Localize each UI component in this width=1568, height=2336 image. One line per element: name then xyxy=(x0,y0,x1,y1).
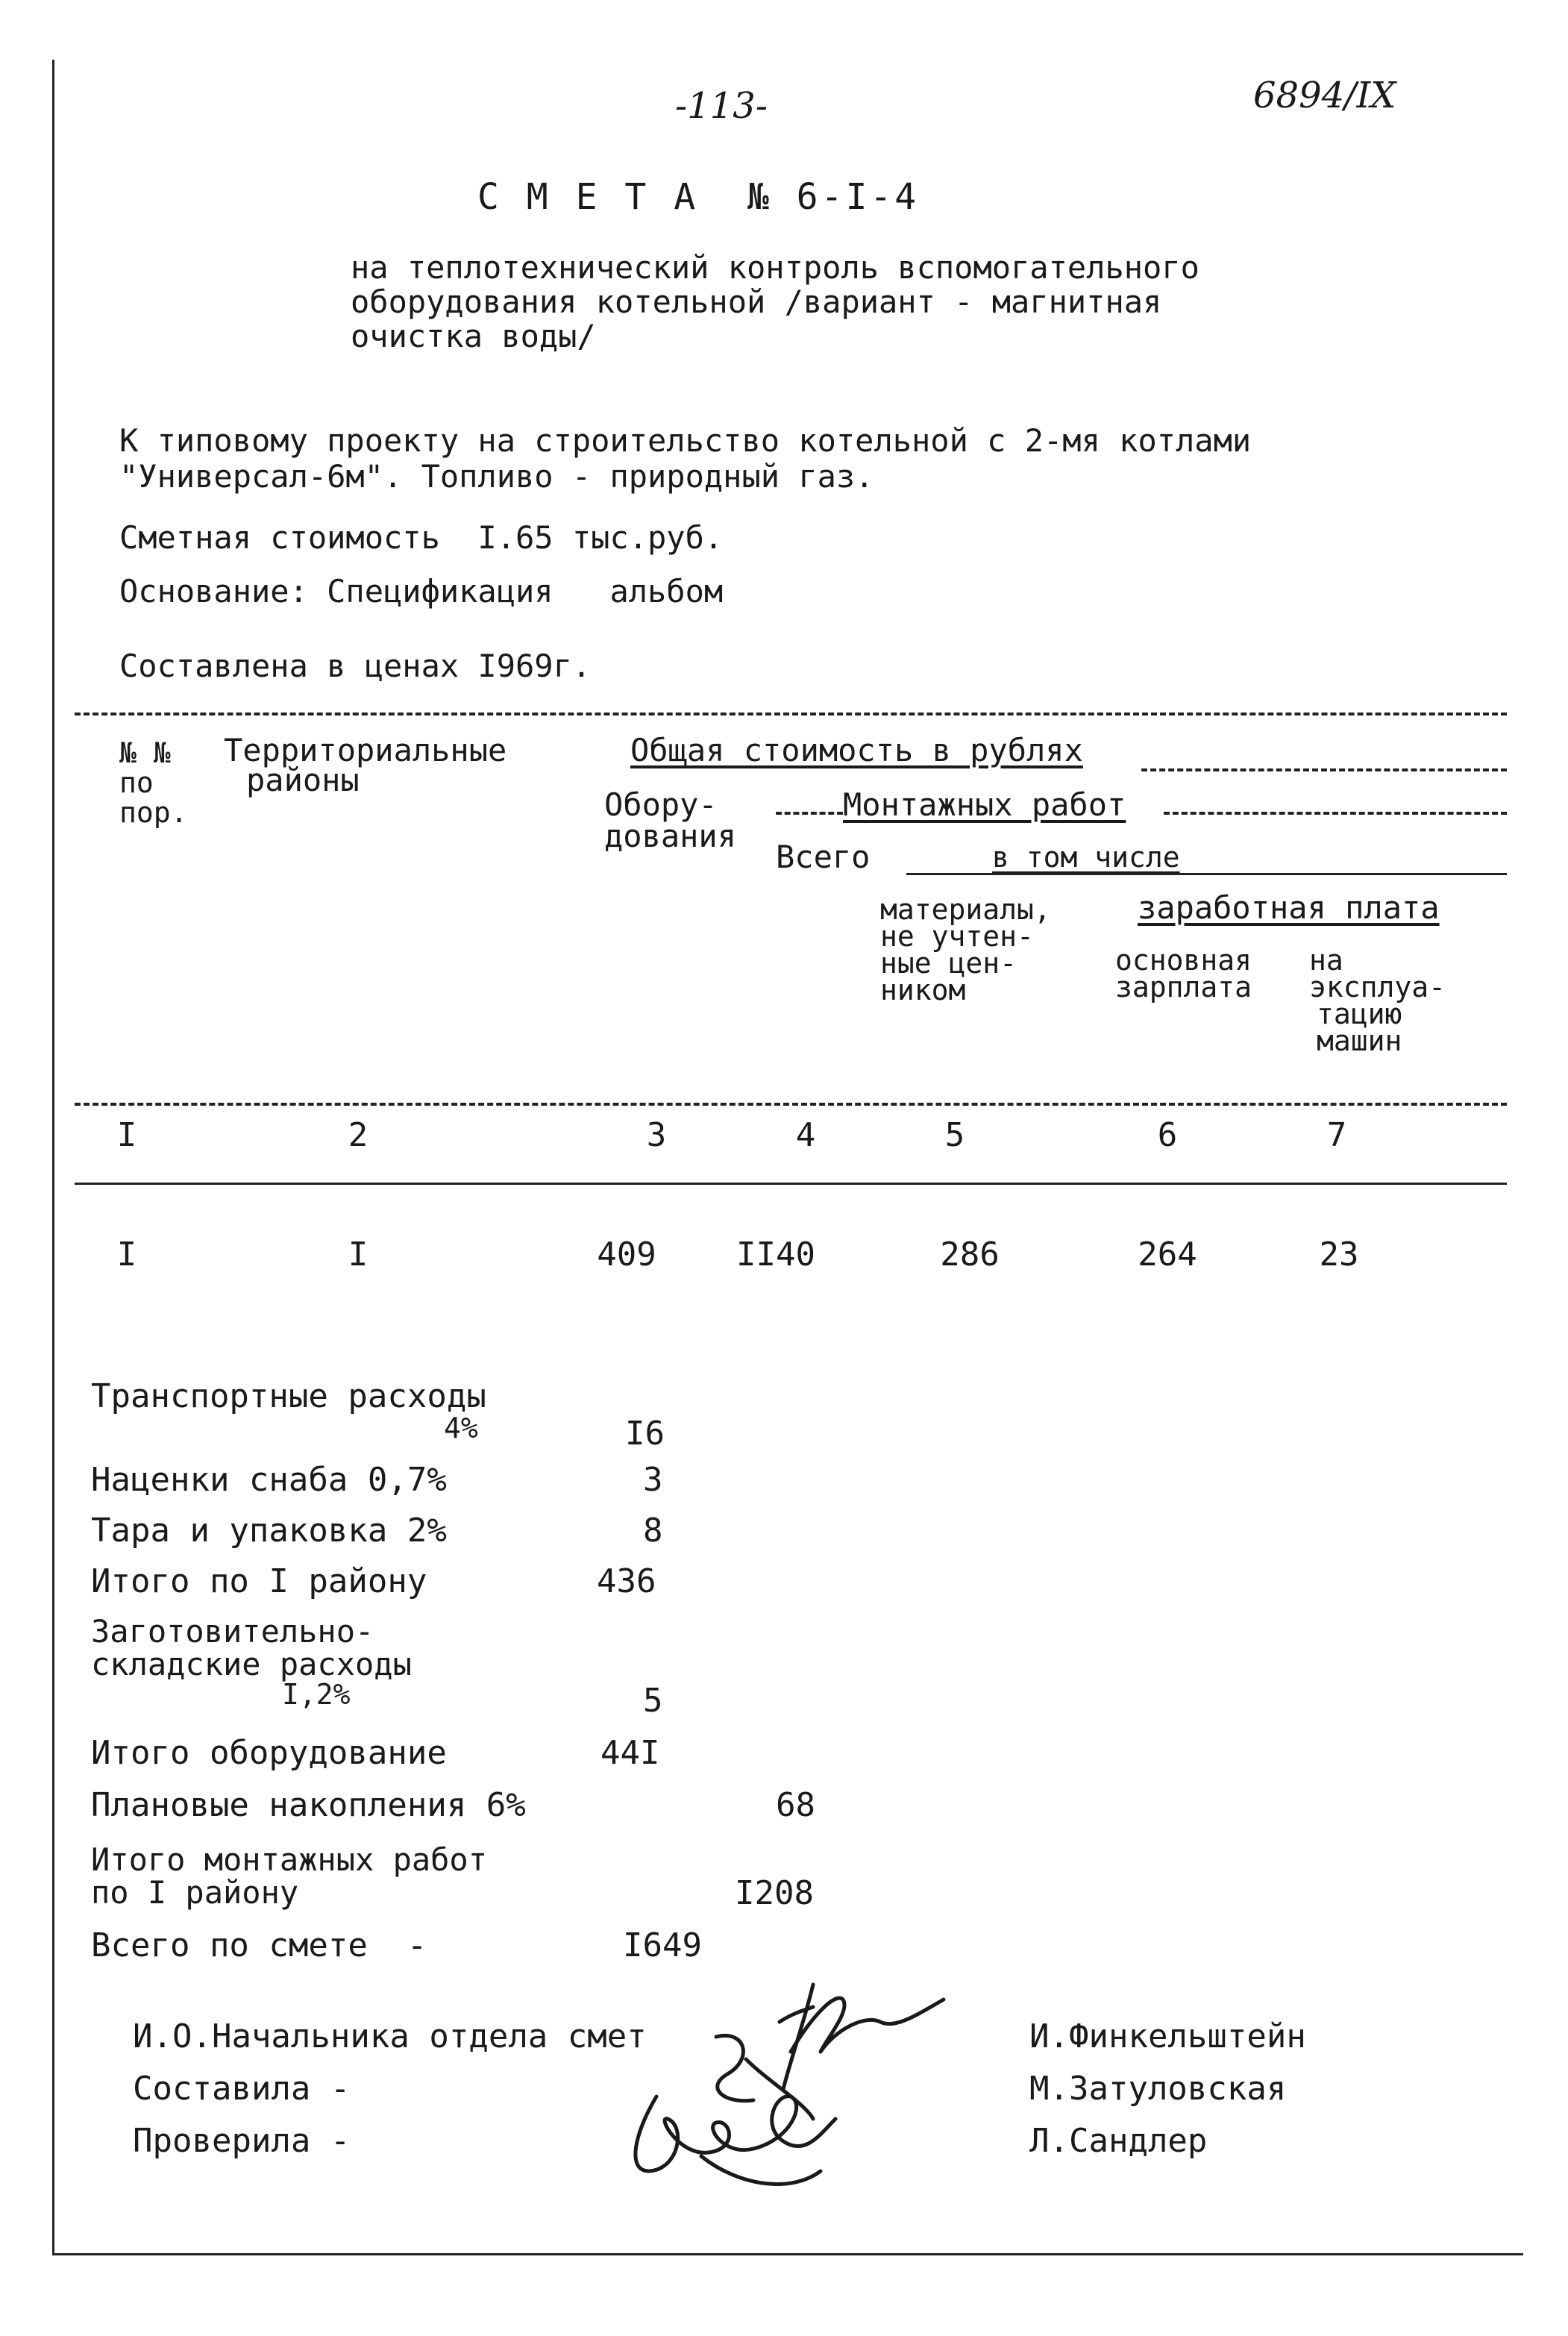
header-bottom-line xyxy=(75,1103,1507,1106)
summary-grand-total-value: I649 xyxy=(623,1926,702,1964)
materials-header-line-3: ные цен- xyxy=(880,947,1017,980)
machine-header-line-4: машин xyxy=(1317,1024,1402,1057)
page-left-border xyxy=(52,60,54,2253)
including-header: в том числе xyxy=(992,841,1180,874)
summary-markup-value: 3 xyxy=(643,1461,663,1499)
summary-equipment-total-value: 44I xyxy=(600,1734,660,1772)
total-cost-header-line xyxy=(1141,768,1507,771)
summary-transport-label: Транспортные расходы xyxy=(91,1377,486,1415)
materials-header-line-1: материалы, xyxy=(880,893,1051,926)
summary-installation-total-label-2: по I району xyxy=(91,1874,299,1911)
column-number-7: 7 xyxy=(1326,1116,1347,1154)
archive-number: 6894/IX xyxy=(1253,75,1396,116)
column-number-2: 2 xyxy=(348,1116,369,1154)
summary-savings-label: Плановые накопления 6% xyxy=(91,1786,526,1824)
summary-procurement-value: 5 xyxy=(643,1682,663,1720)
col1-header-line-1: № № xyxy=(119,736,171,769)
including-header-line xyxy=(906,873,1507,875)
prices-line: Составлена в ценах I969г. xyxy=(119,648,592,684)
signature-role-head: И.О.Начальника отдела смет xyxy=(133,2017,647,2055)
materials-header-line-4: ником xyxy=(880,974,966,1006)
installation-header-line-right xyxy=(1164,812,1507,815)
column-number-1: I xyxy=(116,1116,137,1154)
summary-transport-percent: 4% xyxy=(444,1412,478,1444)
row-equipment: 409 xyxy=(597,1236,656,1274)
wages-header: заработная плата xyxy=(1138,889,1440,926)
project-line-2: "Универсал-6м". Топливо - природный газ. xyxy=(119,458,874,495)
row-materials: 286 xyxy=(940,1236,1000,1274)
col1-header-line-2: по xyxy=(119,766,154,799)
materials-header-line-2: не учтен- xyxy=(880,920,1034,953)
summary-district-total-label: Итого по I району xyxy=(91,1562,427,1600)
column-number-5: 5 xyxy=(944,1116,965,1154)
machine-header-line-2: эксплуа- xyxy=(1309,971,1446,1003)
summary-procurement-label-2: складские расходы xyxy=(91,1646,412,1682)
basic-wage-header-line-2: зарплата xyxy=(1115,971,1252,1003)
column-number-4: 4 xyxy=(795,1116,816,1154)
page-bottom-border xyxy=(52,2253,1523,2255)
total-header: Всего xyxy=(776,839,871,875)
summary-packing-value: 8 xyxy=(643,1512,663,1550)
project-line-1: К типовому проекту на строительство котельной с 2-мя котлами xyxy=(119,422,1252,459)
subtitle-line-1: на теплотехнический контроль вспомогательного xyxy=(351,249,1199,286)
column-numbers-bottom-line xyxy=(75,1183,1507,1185)
row-basic-wage: 264 xyxy=(1138,1236,1197,1274)
row-installation-total: II40 xyxy=(736,1236,815,1274)
handwritten-signatures xyxy=(567,1970,955,2208)
column-number-3: 3 xyxy=(646,1116,667,1154)
equipment-header-line-2: дования xyxy=(604,818,737,854)
summary-installation-total-label-1: Итого монтажных работ xyxy=(91,1841,488,1878)
signature-role-compiled: Составила - xyxy=(133,2070,351,2108)
page-number: -113- xyxy=(675,85,768,127)
col2-header-line-1: Территориальные xyxy=(224,732,507,768)
col2-header-line-2: районы xyxy=(246,762,360,798)
installation-header: Монтажных работ xyxy=(843,786,1126,823)
summary-grand-total-label: Всего по смете - xyxy=(91,1926,427,1964)
subtitle-line-3: очистка воды/ xyxy=(351,318,596,354)
machine-header-line-3: тацию xyxy=(1317,998,1402,1030)
col1-header-line-3: пор. xyxy=(119,796,188,829)
column-number-6: 6 xyxy=(1157,1116,1178,1154)
summary-installation-total-value: I208 xyxy=(735,1874,814,1912)
summary-procurement-label-1: Заготовительно- xyxy=(91,1613,374,1650)
machine-header-line-1: на xyxy=(1309,944,1343,977)
basic-wage-header-line-1: основная xyxy=(1115,944,1252,977)
signature-name-compiled: М.Затуловская xyxy=(1029,2070,1287,2108)
row-district: I xyxy=(348,1236,369,1274)
total-cost-header: Общая стоимость в рублях xyxy=(630,732,1083,768)
signature-name-checked: Л.Сандлер xyxy=(1029,2122,1208,2160)
estimated-cost: Сметная стоимость I.65 тыс.руб. xyxy=(119,519,724,556)
subtitle-line-2: оборудования котельной /вариант - магнитная xyxy=(351,284,1162,320)
table-top-line xyxy=(75,713,1507,715)
summary-packing-label: Тара и упаковка 2% xyxy=(91,1512,447,1550)
equipment-header-line-1: Обору- xyxy=(604,786,718,823)
summary-district-total-value: 436 xyxy=(597,1562,656,1600)
signature-name-head: И.Финкельштейн xyxy=(1029,2017,1306,2055)
estimate-title: С М Е Т А № 6-I-4 xyxy=(477,176,920,218)
summary-savings-value: 68 xyxy=(776,1786,815,1824)
summary-markup-label: Наценки снаба 0,7% xyxy=(91,1461,447,1499)
row-number: I xyxy=(116,1236,137,1274)
row-machine-wage: 23 xyxy=(1319,1236,1359,1274)
summary-procurement-percent: I,2% xyxy=(282,1678,351,1711)
signature-role-checked: Проверила - xyxy=(133,2122,351,2160)
summary-equipment-total-label: Итого оборудование xyxy=(91,1734,447,1772)
installation-header-line-left xyxy=(776,812,843,815)
basis-line: Основание: Спецификация альбом xyxy=(119,573,724,610)
summary-transport-value: I6 xyxy=(625,1415,665,1453)
